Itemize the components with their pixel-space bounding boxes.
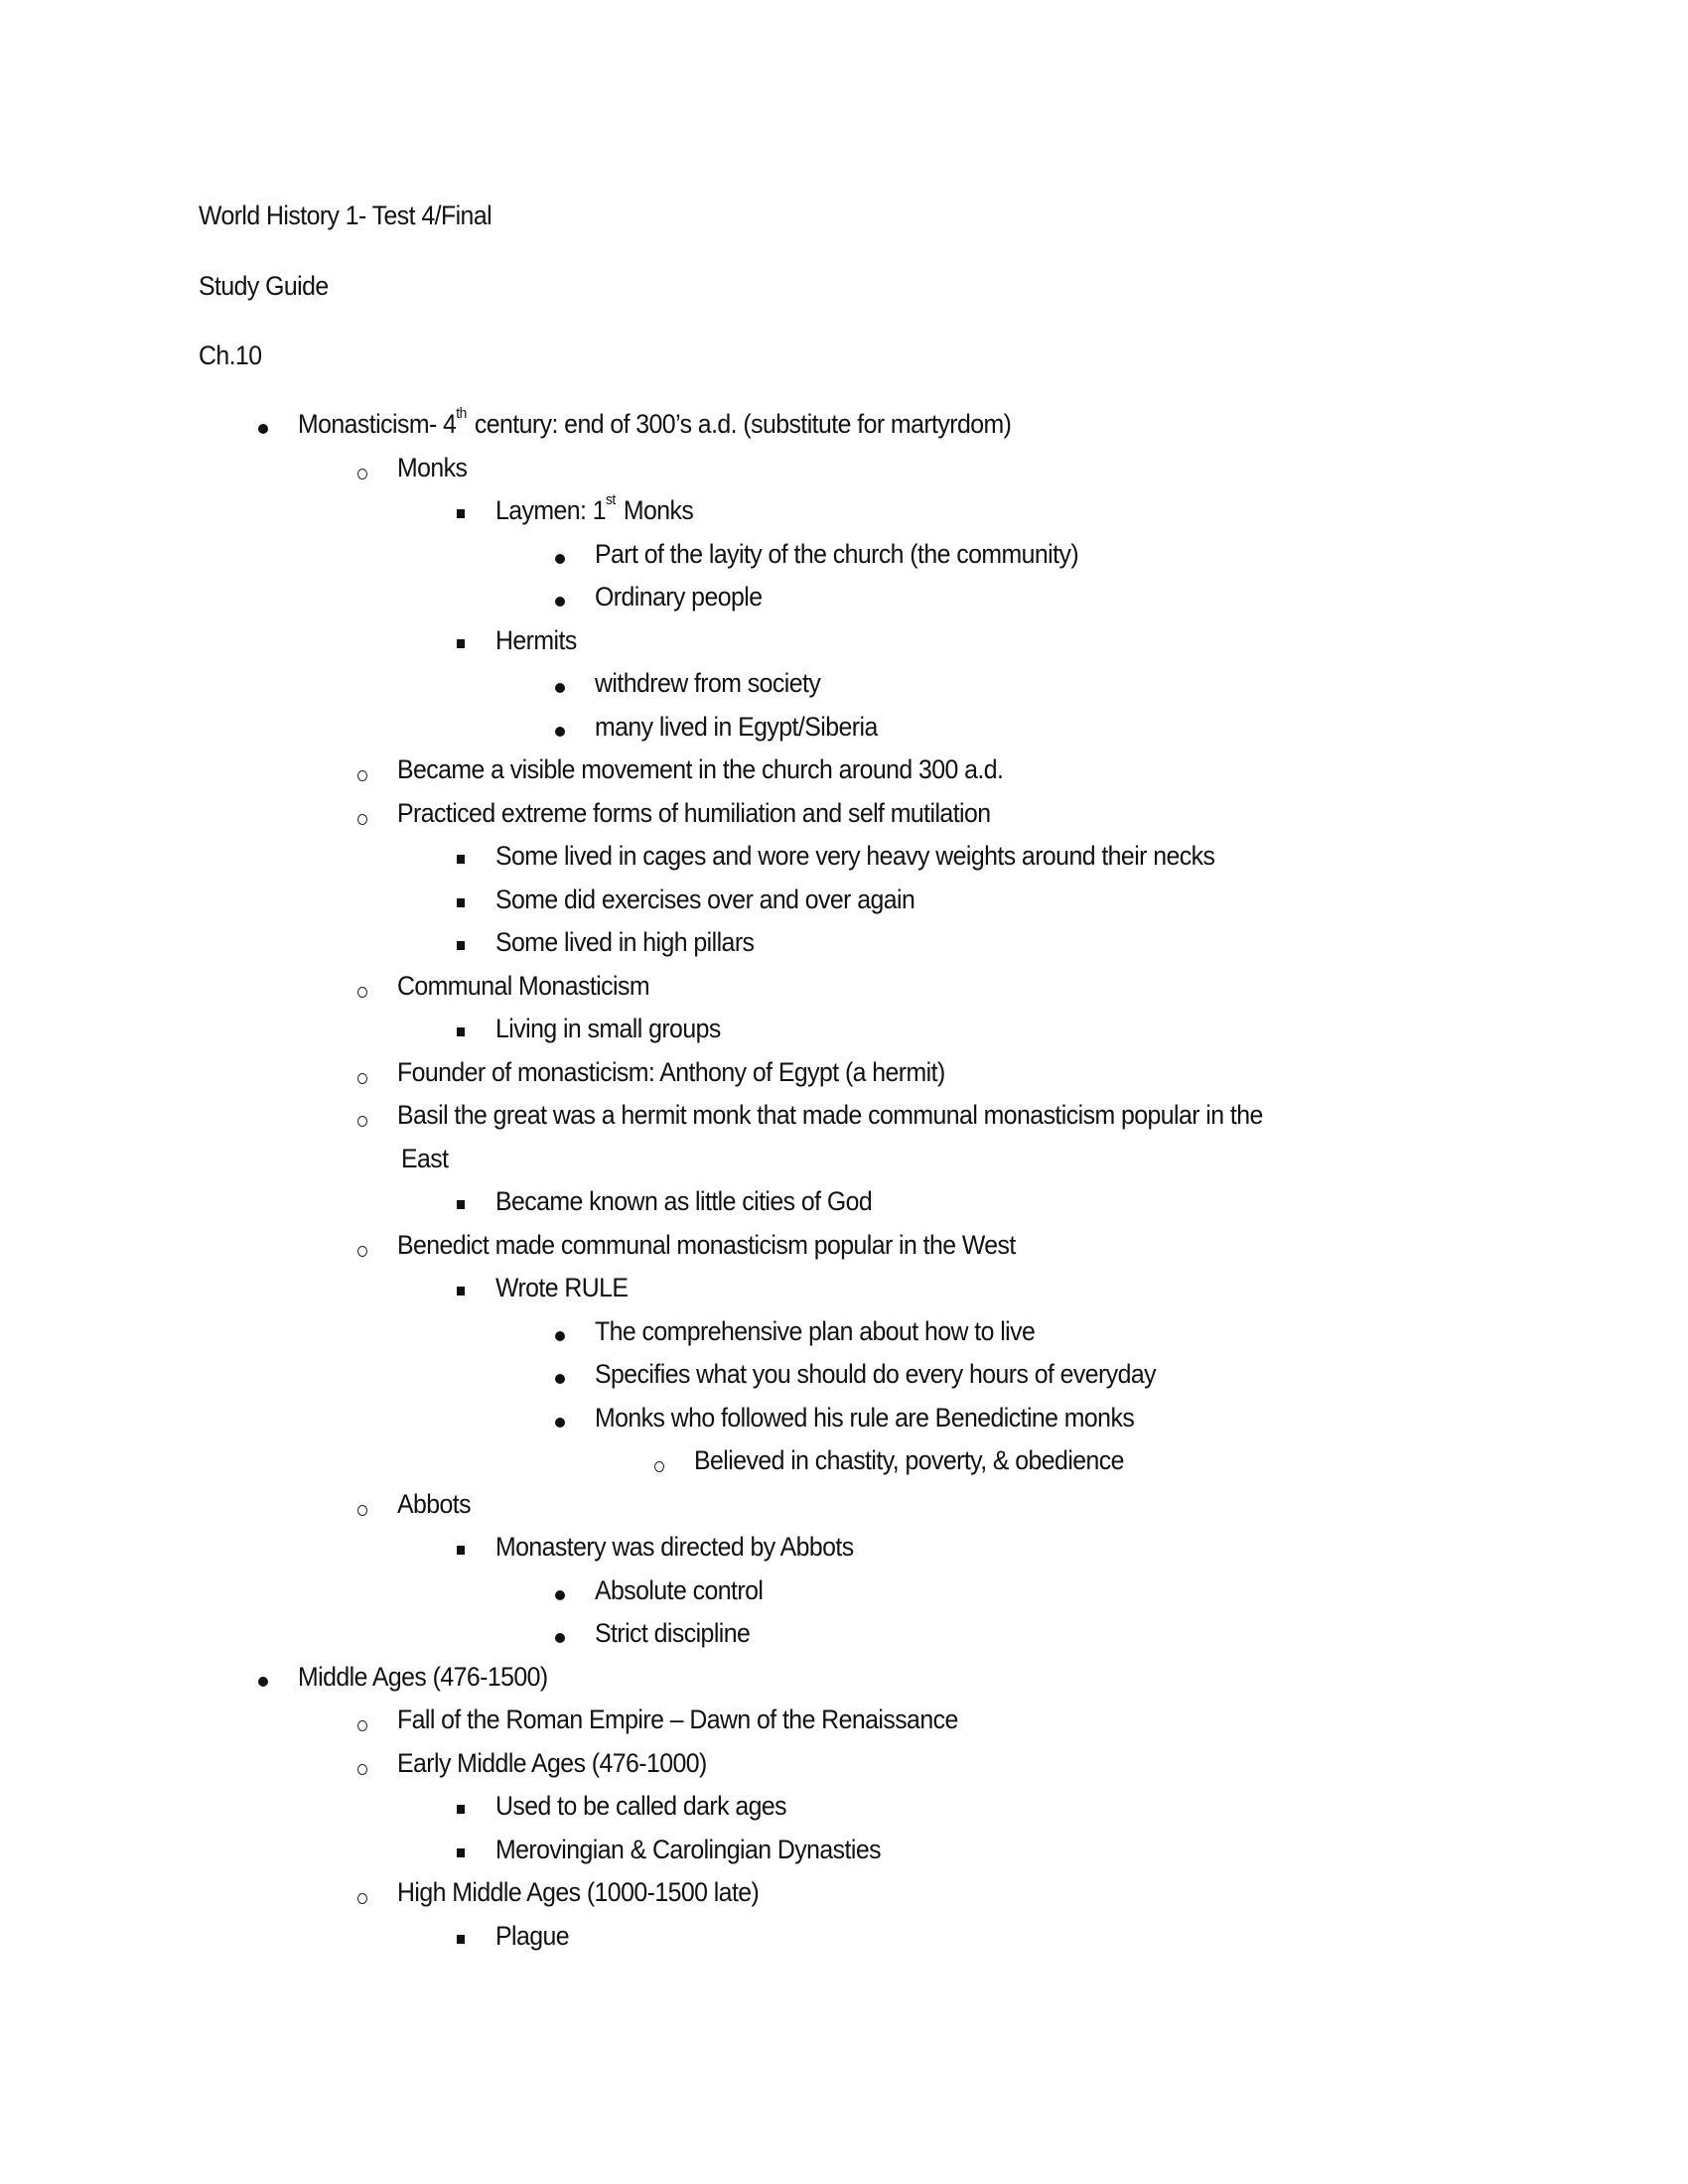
- disc-bullet-icon: [551, 1359, 571, 1399]
- outline-item-text: [495, 491, 694, 526]
- outline-item-text: [495, 625, 577, 656]
- item-text: Laymen: 1: [495, 495, 607, 525]
- circle-bullet-icon: [650, 1445, 670, 1485]
- disc-bullet-icon: [551, 668, 571, 708]
- outline-item-text: [495, 1273, 628, 1303]
- document-subtitle: Study Guide: [199, 271, 329, 301]
- item-text: Early Middle Ages (476-1000): [397, 1747, 707, 1778]
- item-text: Basil the great was a hermit monk that made communal monasticism popular in the: [397, 1100, 1263, 1130]
- item-text: East: [401, 1143, 449, 1173]
- item-text: many lived in Egypt/Siberia: [595, 711, 878, 742]
- square-bullet-icon: [452, 1186, 472, 1226]
- circle-bullet-icon: [353, 1705, 373, 1744]
- outline-item-level-2: [0, 1489, 1688, 1529]
- outline-item-level-2: [0, 453, 1688, 492]
- outline-item-level-4: [0, 712, 1688, 751]
- item-text: Became known as little cities of God: [495, 1186, 873, 1216]
- item-text: Monks who followed his rule are Benedictine monks: [595, 1402, 1135, 1433]
- square-bullet-icon: [452, 841, 472, 881]
- outline-item-level-4: [0, 539, 1688, 579]
- item-text-continued: century: end of 300’s a.d. (substitute for martyrdom): [468, 409, 1012, 439]
- item-text: Wrote RULE: [495, 1273, 629, 1302]
- outline-item-text: [595, 1403, 1134, 1433]
- item-text: Benedict made communal monasticism popular in the West: [397, 1229, 1016, 1260]
- outline-item-level-5: [0, 1445, 1688, 1485]
- outline-item-text: [495, 841, 1214, 872]
- outline-item-text: [495, 1014, 721, 1044]
- disc-bullet-icon: [551, 712, 571, 751]
- square-bullet-icon: [452, 1273, 472, 1312]
- circle-bullet-icon: [353, 1877, 373, 1917]
- outline-item-level-3: [0, 1186, 1688, 1226]
- square-bullet-icon: [452, 625, 472, 665]
- item-text: Monks: [397, 452, 468, 482]
- item-text: Fall of the Roman Empire – Dawn of the Renaissance: [397, 1705, 958, 1734]
- outline-item-level-4: [0, 668, 1688, 708]
- outline-item-text: [397, 453, 467, 483]
- outline-item-level-4: [0, 1618, 1688, 1658]
- circle-bullet-icon: [353, 1489, 373, 1529]
- superscript-ordinal: st: [606, 491, 616, 508]
- outline-item-level-3: [0, 1273, 1688, 1312]
- outline-item-level-2: [0, 1705, 1688, 1744]
- square-bullet-icon: [452, 1014, 472, 1053]
- circle-bullet-icon: [353, 453, 373, 492]
- item-text: Some lived in cages and wore very heavy weights around their necks: [495, 841, 1215, 871]
- outline-item-text: [595, 539, 1078, 570]
- item-text: Monasticism- 4: [298, 409, 457, 439]
- disc-bullet-icon: [551, 1618, 571, 1658]
- item-text: Ordinary people: [595, 582, 763, 612]
- item-text: Living in small groups: [495, 1014, 721, 1043]
- item-text: Strict discipline: [595, 1618, 751, 1648]
- outline-item-level-4: [0, 1316, 1688, 1356]
- outline-item-text: [694, 1445, 1124, 1476]
- square-bullet-icon: [452, 1532, 472, 1571]
- outline-item-text: [595, 1618, 750, 1649]
- outline-item-level-1: [0, 405, 1688, 449]
- outline-item-level-3: [0, 491, 1688, 535]
- item-text: Absolute control: [595, 1574, 764, 1605]
- circle-bullet-icon: [353, 1057, 373, 1097]
- disc-bullet-icon: [551, 1575, 571, 1615]
- item-text: Monastery was directed by Abbots: [495, 1532, 854, 1562]
- disc-bullet-icon: [551, 582, 571, 621]
- item-text: Some lived in high pillars: [495, 927, 755, 957]
- outline-item-text: [298, 1662, 548, 1693]
- document-title: World History 1- Test 4/Final: [199, 201, 492, 230]
- outline-item-text: [397, 754, 1003, 785]
- item-text: Hermits: [495, 624, 577, 655]
- square-bullet-icon: [452, 1791, 472, 1831]
- outline-item-text: [397, 1489, 471, 1520]
- outline-item-text: [495, 885, 914, 915]
- outline-item-text: [595, 582, 762, 613]
- item-text: Abbots: [397, 1488, 472, 1519]
- item-text-continued: Monks: [617, 495, 694, 525]
- disc-bullet-icon: [254, 409, 274, 449]
- outline-item-level-1: [0, 1662, 1688, 1702]
- outline-item-text: [397, 798, 991, 829]
- outline-item-text: [298, 405, 1012, 440]
- outline-item-text: [595, 1359, 1156, 1390]
- outline-item-text: [595, 712, 878, 743]
- item-text: Believed in chastity, poverty, & obedience: [694, 1445, 1124, 1475]
- outline-item-level-2: [0, 798, 1688, 838]
- item-text: Merovingian & Carolingian Dynasties: [495, 1834, 881, 1864]
- square-bullet-icon: [452, 1921, 472, 1961]
- outline-item-level-2: [0, 1230, 1688, 1270]
- outline-item-level-3: [0, 885, 1688, 924]
- outline-item-text: [495, 1921, 569, 1952]
- circle-bullet-icon: [353, 798, 373, 838]
- outline-item-text: [495, 1532, 854, 1563]
- outline-item-level-2: [0, 1057, 1688, 1097]
- outline-item-text: [397, 971, 649, 1002]
- item-text: Some did exercises over and over again: [495, 884, 915, 914]
- outline-item-level-3: [0, 1791, 1688, 1831]
- outline-item-text: [397, 1230, 1016, 1261]
- chapter-heading: Ch.10: [199, 341, 262, 370]
- item-text: withdrew from society: [595, 668, 821, 698]
- circle-bullet-icon: [353, 1100, 373, 1140]
- outline-item-text: [495, 1835, 881, 1865]
- outline-item-text: [495, 1186, 872, 1217]
- outline-item-level-2: [0, 971, 1688, 1011]
- item-text: Part of the layity of the church (the community): [595, 538, 1079, 569]
- outline-item-level-3: [0, 841, 1688, 881]
- outline-item-level-2: [0, 1100, 1688, 1140]
- outline-item-text: [595, 668, 820, 699]
- circle-bullet-icon: [353, 1230, 373, 1270]
- outline-item-text: [397, 1100, 1263, 1131]
- outline-item-text: [397, 1748, 707, 1779]
- outline-item-level-3: [0, 1835, 1688, 1874]
- outline-item-text: [495, 927, 754, 958]
- item-text: Specifies what you should do every hours of everyday: [595, 1359, 1157, 1389]
- outline-item-level-2: [0, 1877, 1688, 1917]
- square-bullet-icon: [452, 495, 472, 535]
- item-text: Practiced extreme forms of humiliation and self mutilation: [397, 797, 991, 828]
- outline-item-level-4: [0, 1359, 1688, 1399]
- item-text: High Middle Ages (1000-1500 late): [397, 1877, 760, 1907]
- disc-bullet-icon: [254, 1662, 274, 1702]
- circle-bullet-icon: [353, 971, 373, 1011]
- item-text: Used to be called dark ages: [495, 1791, 787, 1821]
- item-text: Became a visible movement in the church around 300 a.d.: [397, 754, 1004, 784]
- outline-item-level-2: [0, 1144, 1688, 1183]
- outline-item-text: [397, 1705, 958, 1735]
- square-bullet-icon: [452, 927, 472, 967]
- outline-item-text: [595, 1316, 1035, 1347]
- item-text: The comprehensive plan about how to live: [595, 1315, 1036, 1346]
- square-bullet-icon: [452, 885, 472, 924]
- outline-item-level-3: [0, 1921, 1688, 1961]
- circle-bullet-icon: [353, 754, 373, 794]
- item-text: Middle Ages (476-1500): [298, 1661, 548, 1692]
- outline-item-text: [401, 1144, 449, 1174]
- item-text: Plague: [495, 1920, 570, 1951]
- outline-item-level-3: [0, 625, 1688, 665]
- outline-item-text: [397, 1877, 759, 1908]
- outline-item-level-2: [0, 1748, 1688, 1788]
- outline-item-text: [595, 1575, 763, 1606]
- outline-item-level-4: [0, 1403, 1688, 1442]
- outline-item-level-4: [0, 582, 1688, 621]
- square-bullet-icon: [452, 1835, 472, 1874]
- item-text: Communal Monasticism: [397, 970, 649, 1001]
- disc-bullet-icon: [551, 1316, 571, 1356]
- circle-bullet-icon: [353, 1748, 373, 1788]
- superscript-ordinal: th: [456, 405, 467, 422]
- outline-item-level-2: [0, 754, 1688, 794]
- outline-item-level-4: [0, 1575, 1688, 1615]
- outline-item-text: [495, 1791, 786, 1822]
- disc-bullet-icon: [551, 1403, 571, 1442]
- outline-item-level-3: [0, 1532, 1688, 1571]
- outline-item-level-3: [0, 927, 1688, 967]
- disc-bullet-icon: [551, 539, 571, 579]
- item-text: Founder of monasticism: Anthony of Egypt (a hermit): [397, 1056, 945, 1087]
- outline-item-level-3: [0, 1014, 1688, 1053]
- outline-item-text: [397, 1057, 945, 1088]
